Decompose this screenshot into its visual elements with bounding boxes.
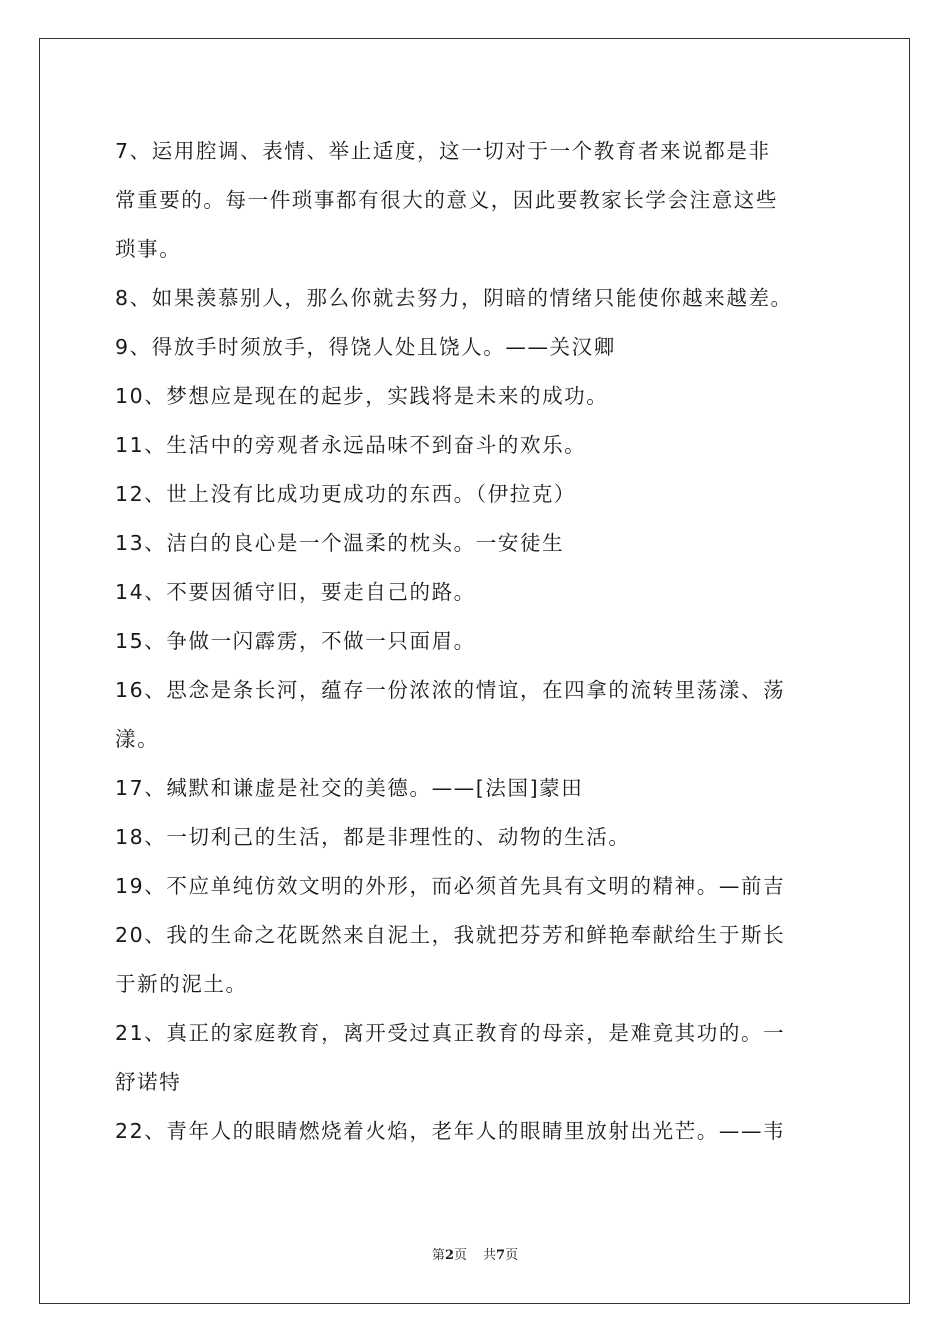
text-line: 常重要的。每一件琐事都有很大的意义，因此要教家长学会注意这些 xyxy=(115,188,778,212)
total-page-count: 7 xyxy=(496,1248,506,1263)
current-page-number: 2 xyxy=(444,1248,454,1263)
text-line: 19、不应单纯仿效文明的外形，而必须首先具有文明的精神。—前吉 xyxy=(115,874,786,898)
text-line: 16、思念是条长河，蕴存一份浓浓的情谊，在四拿的流转里荡漾、荡 xyxy=(115,678,786,702)
text-line: 18、一切利己的生活，都是非理性的、动物的生活。 xyxy=(115,825,631,849)
text-line: 漾。 xyxy=(115,727,160,751)
footer-total-prefix: 共 xyxy=(483,1248,497,1263)
page-footer xyxy=(0,1244,950,1263)
text-line: 12、世上没有比成功更成功的东西。（伊拉克） xyxy=(115,482,577,506)
text-line: 15、争做一闪霹雳，不做一只面眉。 xyxy=(115,629,476,653)
text-line: 20、我的生命之花既然来自泥土，我就把芬芳和鲜艳奉献给生于斯长 xyxy=(115,923,786,947)
text-line: 于新的泥土。 xyxy=(115,972,248,996)
text-line: 8、如果羡慕别人，那么你就去努力，阴暗的情绪只能使你越来越差。 xyxy=(115,286,793,310)
footer-total-suffix: 页 xyxy=(505,1248,519,1263)
text-line: 舒诺特 xyxy=(115,1070,182,1094)
text-line: 22、青年人的眼睛燃烧着火焰，老年人的眼睛里放射出光芒。——韦 xyxy=(115,1119,786,1143)
text-line: 7、运用腔调、表情、举止适度，这一切对于一个教育者来说都是非 xyxy=(115,139,771,163)
text-line: 17、缄默和谦虚是社交的美德。——[法国]蒙田 xyxy=(115,776,584,800)
footer-prefix: 第 xyxy=(431,1248,445,1263)
text-line: 10、梦想应是现在的起步，实践将是未来的成功。 xyxy=(115,384,609,408)
text-line: 琐事。 xyxy=(115,237,182,261)
text-line: 11、生活中的旁观者永远品味不到奋斗的欢乐。 xyxy=(115,433,587,457)
text-line: 21、真正的家庭教育，离开受过真正教育的母亲，是难竟其功的。一 xyxy=(115,1021,786,1045)
text-line: 14、不要因循守旧，要走自己的路。 xyxy=(115,580,476,604)
footer-page-suffix: 页 xyxy=(453,1248,467,1263)
text-line: 13、洁白的良心是一个温柔的枕头。一安徒生 xyxy=(115,531,565,555)
document-body xyxy=(115,127,837,1156)
text-line: 9、得放手时须放手，得饶人处且饶人。——关汉卿 xyxy=(115,335,616,359)
